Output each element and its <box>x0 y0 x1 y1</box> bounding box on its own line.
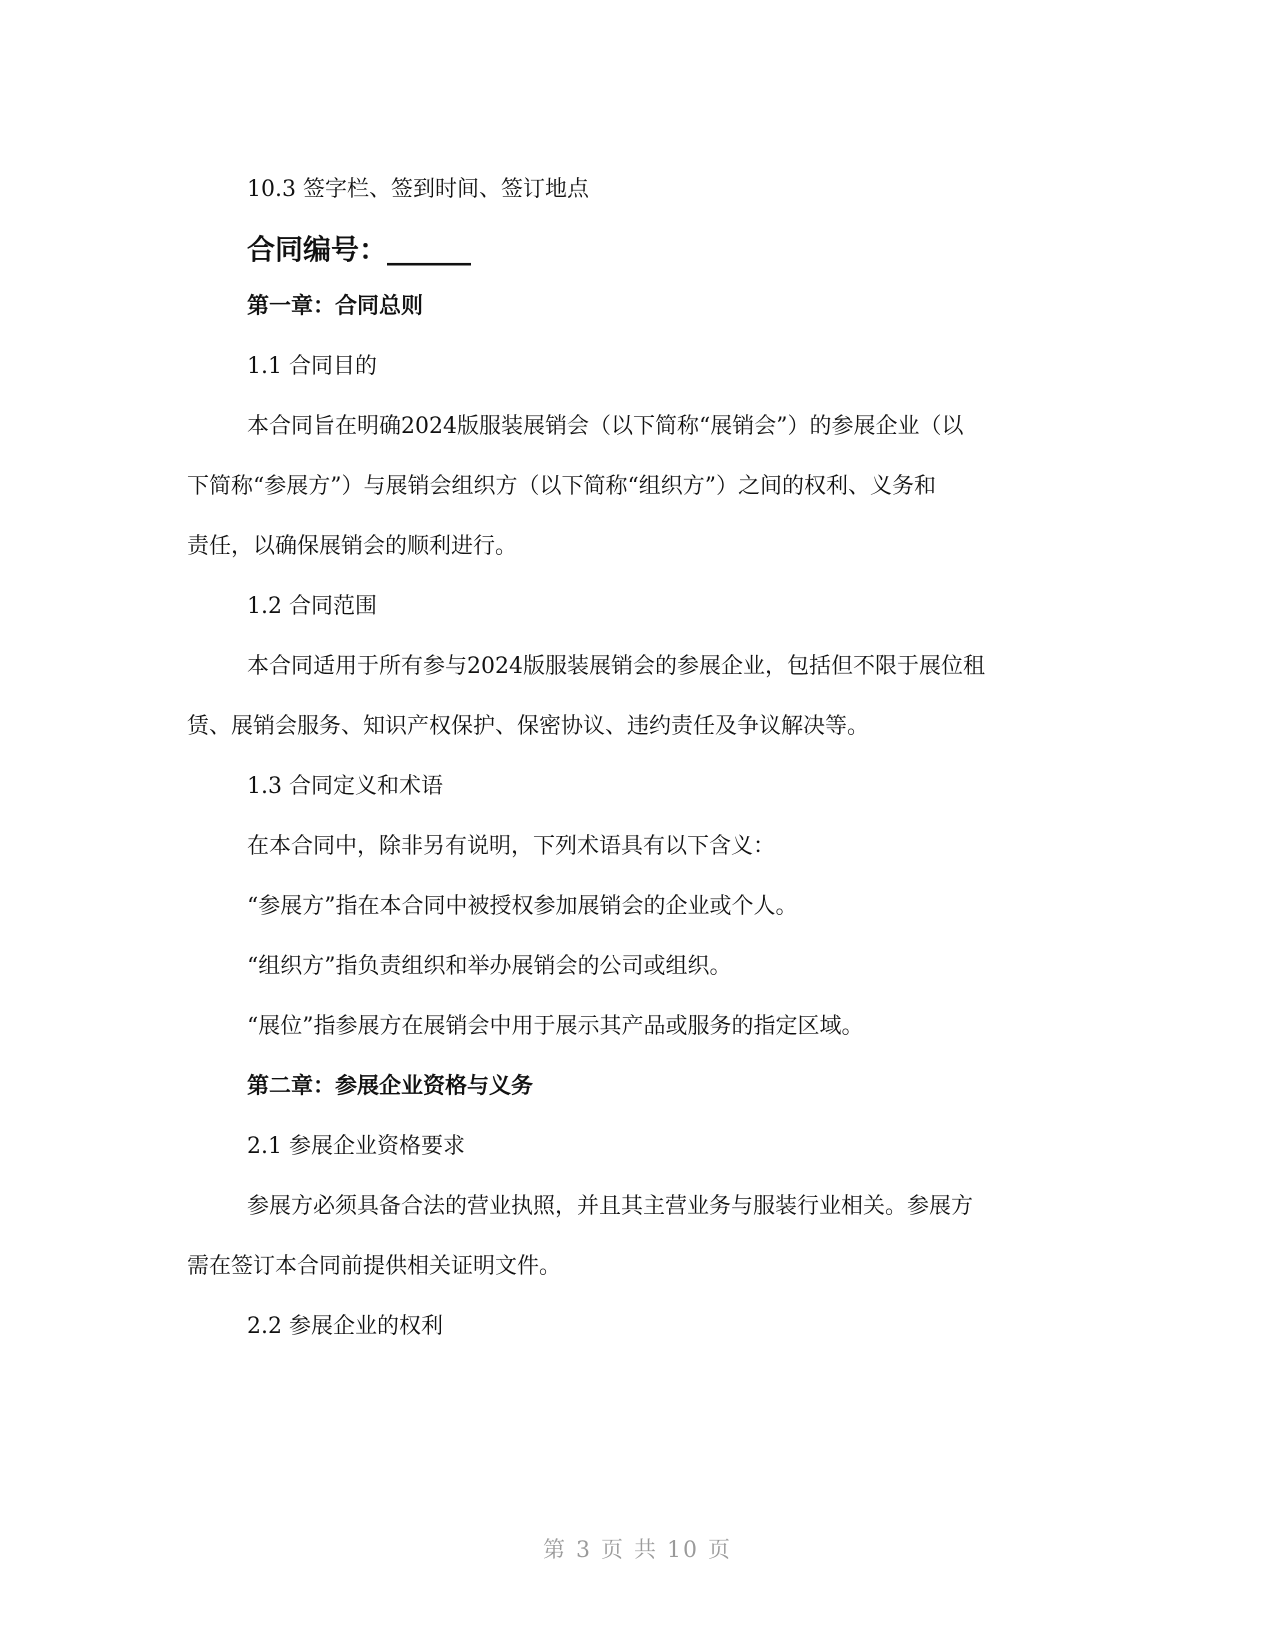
paragraph-1-1-line-2: 下简称“参展方”）与展销会组织方（以下简称“组织方”）之间的权利、义务和 <box>187 474 936 499</box>
paragraph-1-2-line-2: 赁、展销会服务、知识产权保护、保密协议、违约责任及争议解决等。 <box>187 714 870 739</box>
paragraph-2-1-line-1: 参展方必须具备合法的营业执照，并且其主营业务与服装行业相关。参展方 <box>247 1194 974 1219</box>
section-2-2-heading: 2.2 参展企业的权利 <box>247 1314 443 1339</box>
paragraph-1-1-line-3: 责任，以确保展销会的顺利进行。 <box>187 534 518 559</box>
section-1-1-heading: 1.1 合同目的 <box>247 354 377 379</box>
section-2-1-heading: 2.1 参展企业资格要求 <box>247 1134 465 1159</box>
section-1-2-heading: 1.2 合同范围 <box>247 594 377 619</box>
chapter-2-heading: 第二章：参展企业资格与义务 <box>247 1074 534 1099</box>
paragraph-1-1-line-1: 本合同旨在明确2024版服装展销会（以下简称“展销会”）的参展企业（以 <box>247 414 964 439</box>
definition-exhibitor: “参展方”指在本合同中被授权参加展销会的企业或个人。 <box>247 894 798 919</box>
chapter-1-heading: 第一章：合同总则 <box>247 294 424 319</box>
paragraph-1-3-intro: 在本合同中，除非另有说明，下列术语具有以下含义： <box>247 834 776 859</box>
clause-10-3: 10.3 签字栏、签到时间、签订地点 <box>247 177 589 202</box>
contract-number-heading: 合同编号：______ <box>247 233 472 266</box>
section-1-3-heading: 1.3 合同定义和术语 <box>247 774 443 799</box>
definition-organizer: “组织方”指负责组织和举办展销会的公司或组织。 <box>247 954 732 979</box>
page-footer: 第 3 页 共 10 页 <box>543 1538 732 1563</box>
paragraph-2-1-line-2: 需在签订本合同前提供相关证明文件。 <box>187 1254 562 1279</box>
paragraph-1-2-line-1: 本合同适用于所有参与2024版服装展销会的参展企业，包括但不限于展位租 <box>247 654 985 679</box>
definition-booth: “展位”指参展方在展销会中用于展示其产品或服务的指定区域。 <box>247 1014 864 1039</box>
